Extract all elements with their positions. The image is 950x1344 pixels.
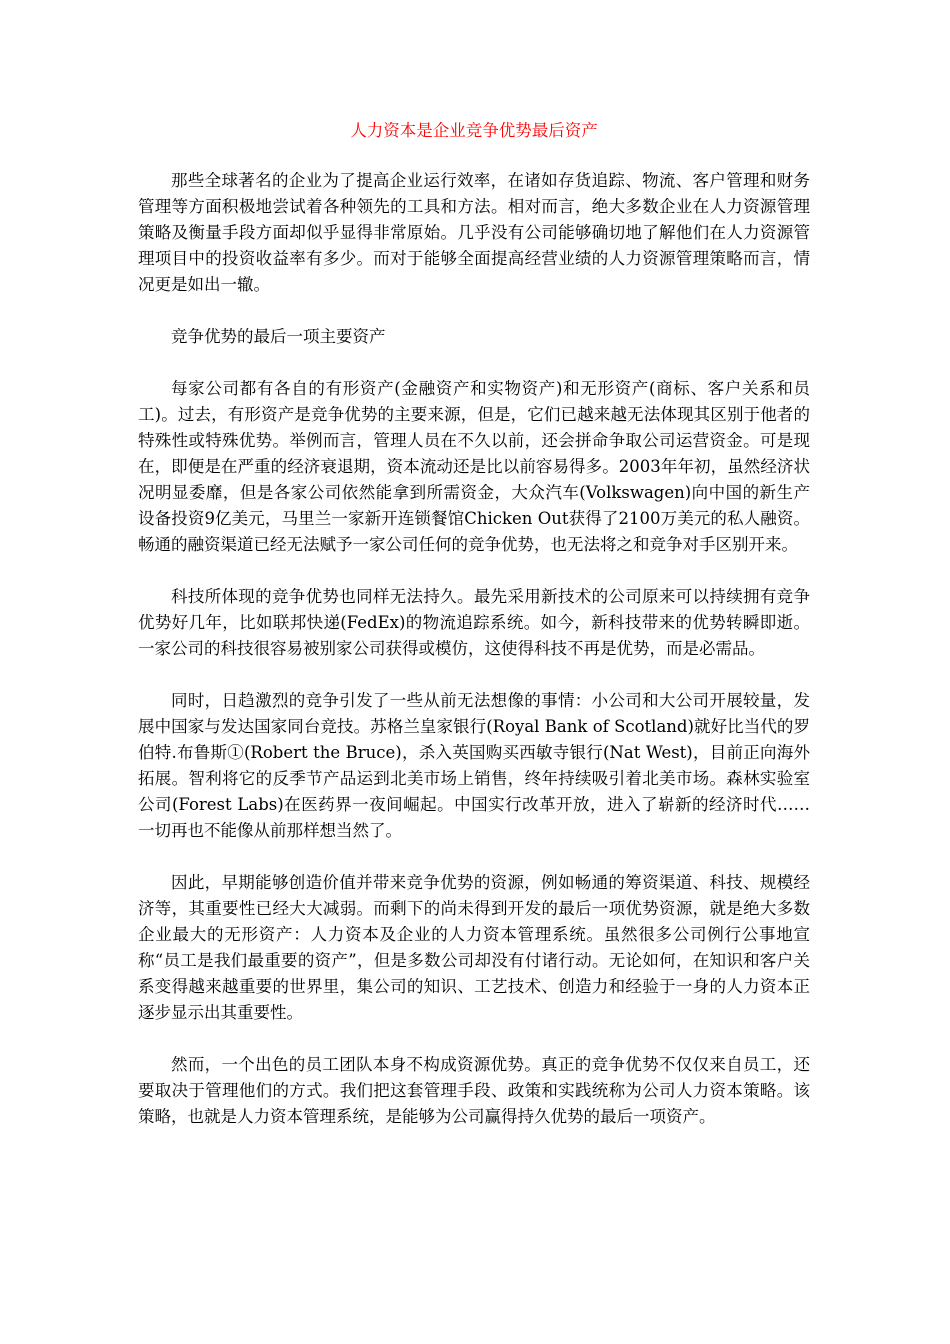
paragraph-tangible-assets: 每家公司都有各自的有形资产(金融资产和实物资产)和无形资产(商标、客户关系和员工)。过去，有形资产是竞争优势的主要来源，但是，它们已越来越无法体现其区别于他者的特殊性或特殊优势。举例而言，管理人员在不久以前，还会拼命争取公司运营资金。可是现在，即便是在严重的经济衰退期，资本流动还是比以前容易得多。2003年年初，虽然经济状况明显委靡，但是各家公司依然能拿到所需资金，大众汽车(Volkswagen)向中国的新生产设备投资9亿美元，马里兰一家新开连锁餐馆Chicken Out获得了2100万美元的私人融资。畅通的融资渠道已经无法赋予一家公司任何的竞争优势，也无法将之和竞争对手区别开来。 (138, 379, 810, 554)
paragraph-human-capital: 因此，早期能够创造价值并带来竞争优势的资源，例如畅通的筹资渠道、科技、规模经济等，其重要性已经大大减弱。而剩下的尚未得到开发的最后一项优势资源，就是绝大多数企业最大的无形资产：人力资本及企业的人力资本管理系统。虽然很多公司例行公事地宣称“员工是我们最重要的资产”，但是多数公司却没有付诸行动。无论如何，在知识和客户关系变得越来越重要的世界里，集公司的知识、工艺技术、创造力和经验于一身的人力资本正逐步显示出其重要性。 (138, 873, 810, 1022)
document-title: 人力资本是企业竞争优势最后资产 (350, 121, 598, 140)
paragraph-conclusion: 然而，一个出色的员工团队本身不构成资源优势。真正的竞争优势不仅仅来自员工，还要取决于管理他们的方式。我们把这套管理手段、政策和实践统称为公司人力资本策略。该策略，也就是人力资本管理系统，是能够为公司赢得持久优势的最后一项资产。 (138, 1055, 810, 1126)
paragraph-competition: 同时，日趋激烈的竞争引发了一些从前无法想像的事情：小公司和大公司开展较量，发展中国家与发达国家同台竞技。苏格兰皇家银行(Royal Bank of Scotland)就好比当代的罗伯特.布鲁斯①(Robert the Bruce)，杀入英国购买西敏寺银行(Nat West)，目前正向海外拓展。智利将它的反季节产品运到北美市场上销售，终年持续吸引着北美市场。森林实验室公司(Forest Labs)在医药界一夜间崛起。中国实行改革开放，进入了崭新的经济时代……一切再也不能像从前那样想当然了。 (138, 691, 810, 840)
paragraph-intro: 那些全球著名的企业为了提高企业运行效率，在诸如存货追踪、物流、客户管理和财务管理等方面积极地尝试着各种领先的工具和方法。相对而言，绝大多数企业在人力资源管理策略及衡量手段方面却似乎显得非常原始。几乎没有公司能够确切地了解他们在人力资源管理项目中的投资收益率有多少。而对于能够全面提高经营业绩的人力资源管理策略而言，情况更是如出一辙。 (138, 171, 810, 294)
document-page (138, 118, 810, 1156)
section-heading: 竞争优势的最后一项主要资产 (171, 327, 386, 346)
paragraph-technology: 科技所体现的竞争优势也同样无法持久。最先采用新技术的公司原来可以持续拥有竞争优势好几年，比如联邦快递(FedEx)的物流追踪系统。如今，新科技带来的优势转瞬即逝。一家公司的科技很容易被别家公司获得或模仿，这使得科技不再是优势，而是必需品。 (138, 587, 810, 658)
